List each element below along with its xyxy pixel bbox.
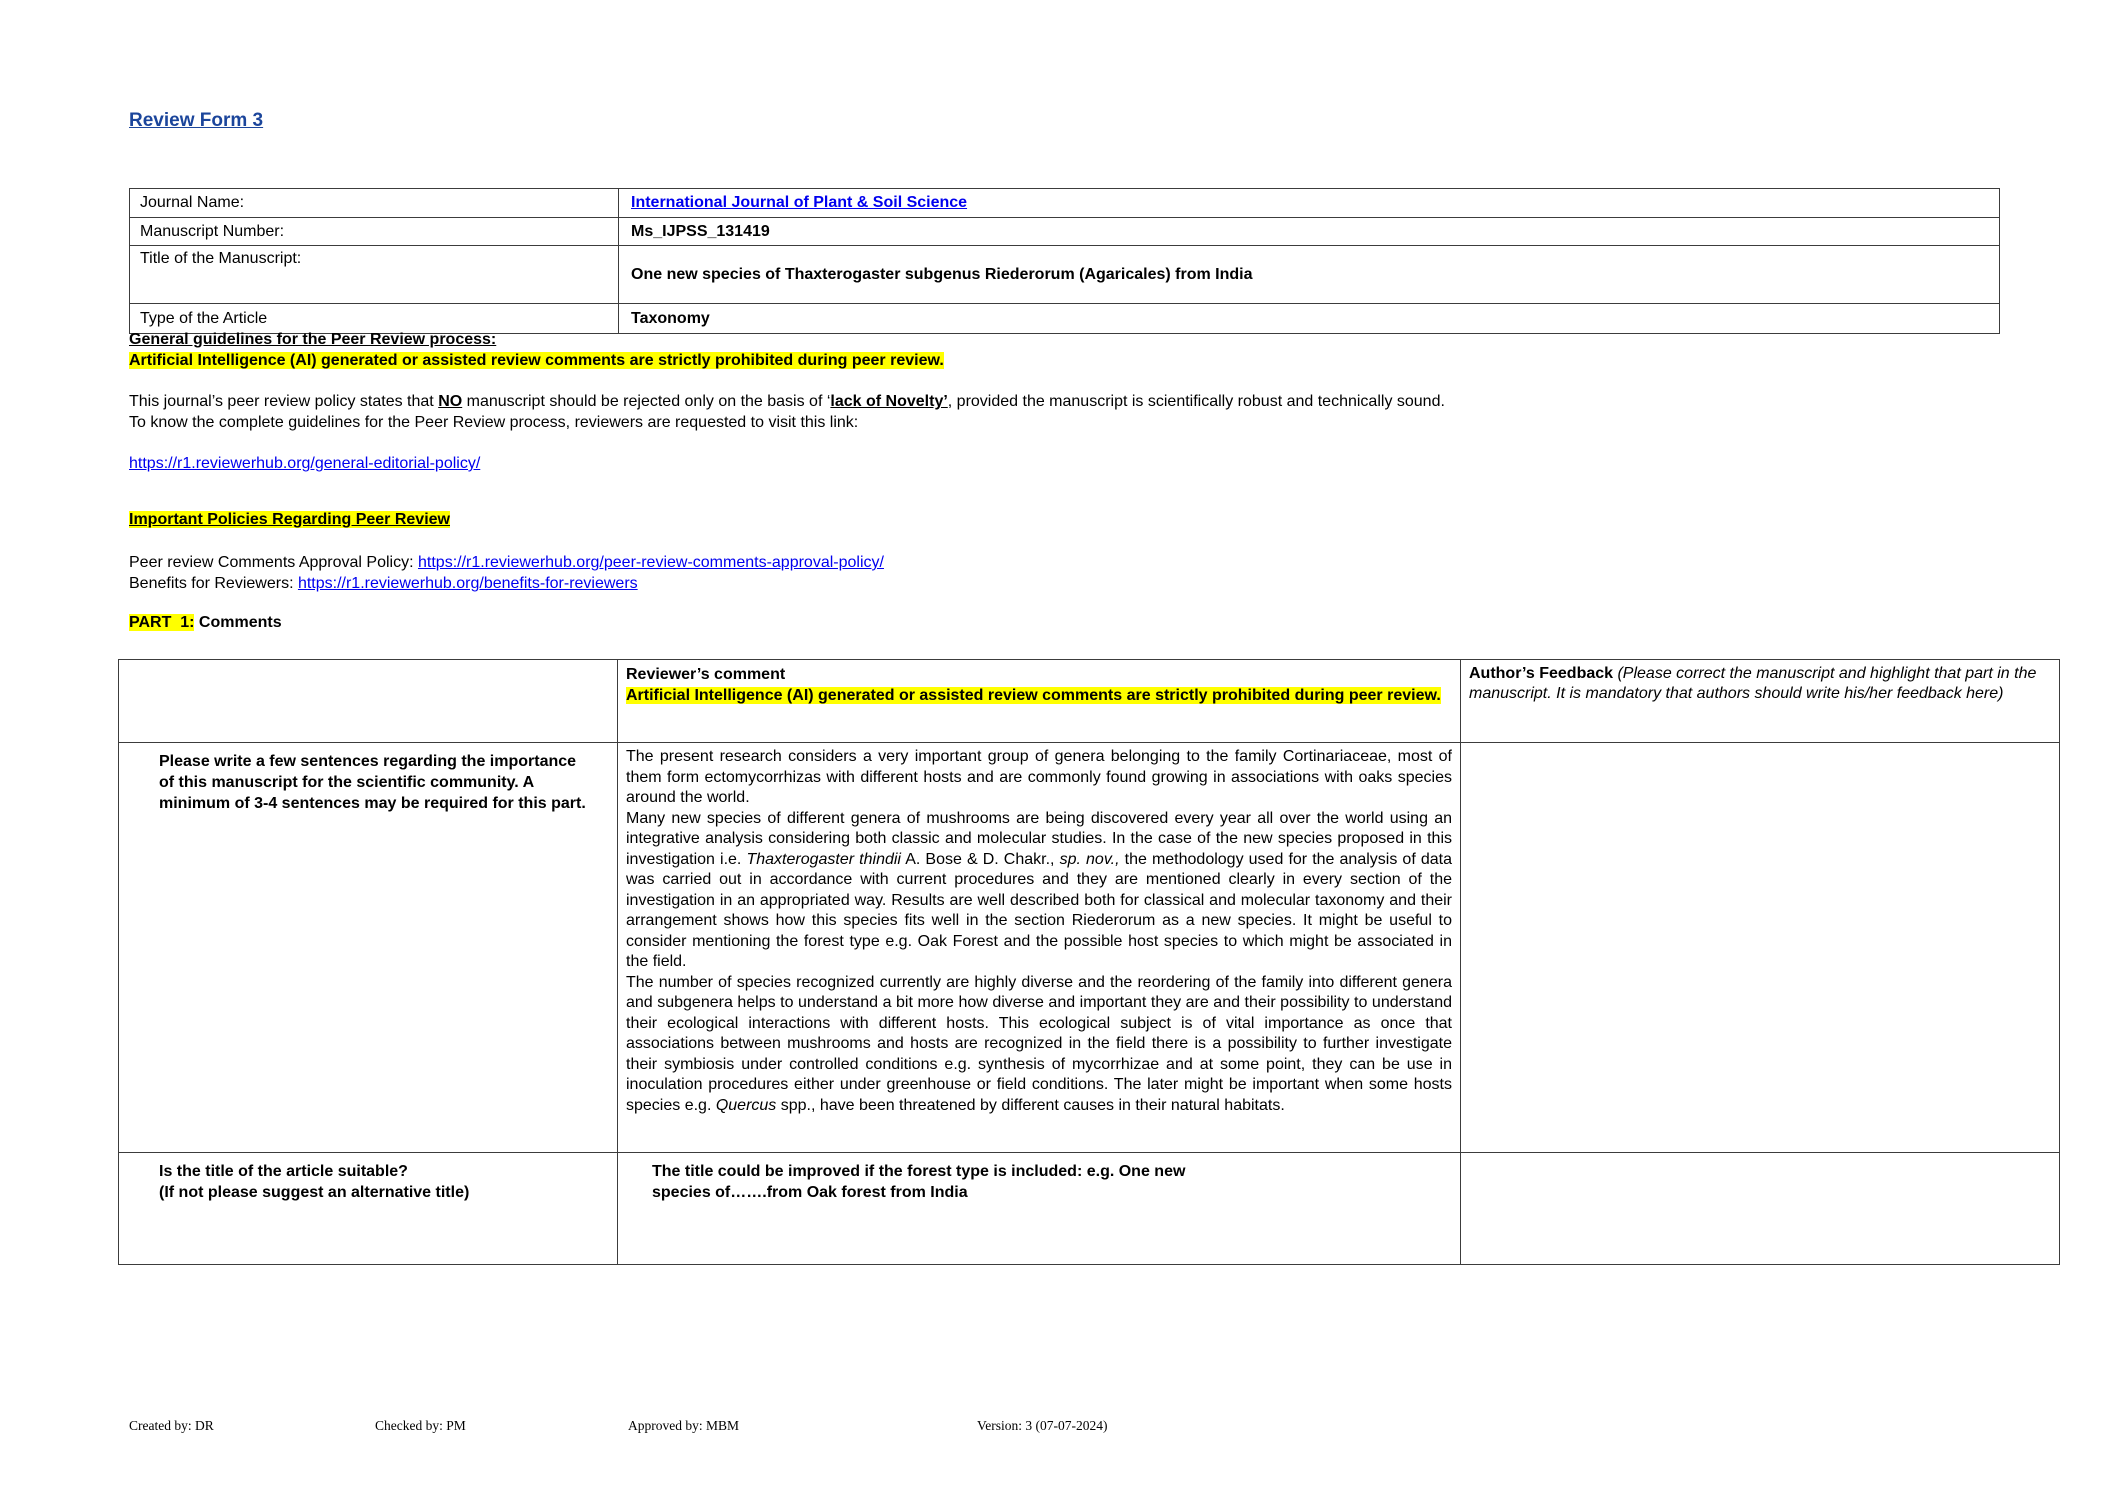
footer-checked-by: Checked by: PM [375,1418,466,1433]
title-comment-cell [618,1153,1461,1265]
visit-link-instruction: To know the complete guidelines for the Peer Review process, reviewers are requested to visit this link: [129,414,859,431]
policy-text: manuscript should be rejected only on the basis of ‘ [462,393,831,410]
author-feedback-cell [1461,743,2060,1153]
table-row [130,246,2000,304]
ai-prohibition-text: Artificial Intelligence (AI) generated or assisted review comments are strictly prohibited during peer review. [129,352,944,369]
author-feedback-header: Author’s Feedback [1469,665,1614,682]
genus-name-italic: Quercus [715,1096,777,1114]
manuscript-number-value: Ms_IJPSS_131419 [619,218,2000,246]
manuscript-number-label: Manuscript Number: [130,218,619,246]
title-question-line2: (If not please suggest an alternative title) [159,1184,470,1201]
author-feedback-cell [1461,1153,2060,1265]
author-feedback-header-cell [1461,660,2060,743]
title-question-cell [119,1153,618,1265]
important-policies-heading-line [129,509,450,530]
comment-text: Many new species of different genera of mushrooms are being discovered every year all over the world using an integrative analysis considering both classic and molecular studies. In the case of the new species proposed in this investigation i.e. [626,809,1452,868]
journal-name-cell [619,189,2000,218]
sp-nov-italic: sp. nov., [1059,850,1120,868]
comment-text: spp., have been threatened by different causes in their natural habitats. [776,1096,1285,1114]
reviewer-comment-header-cell [618,660,1461,743]
policy-text: , provided the manuscript is scientifically robust and technically sound. [947,393,1445,410]
table-row [130,218,2000,246]
comment-paragraph [626,747,1452,809]
comment-paragraph [626,973,1452,1117]
policy-novelty-emphasis: lack of Novelty’ [830,393,948,410]
reviewer-comment-header: Reviewer’s comment [626,666,786,683]
approval-policy-label: Peer review Comments Approval Policy: [129,554,418,571]
part1-label: PART 1: [129,614,195,631]
reviewer-ai-notice: Artificial Intelligence (AI) generated or assisted review comments are strictly prohibited during peer review. [626,687,1441,704]
importance-comment-cell [618,743,1461,1153]
footer-approved-by: Approved by: MBM [628,1418,739,1433]
title-comment: The title could be improved if the forest type is included: e.g. One new species of…….from Oak forest from India [652,1163,1186,1201]
footer-version: Version: 3 (07-07-2024) [977,1418,1108,1433]
comment-text: the methodology used for the analysis of data was carried out in accordance with current procedures and they are mentioned clearly in every section of the investigation in an appropriated way. Results are well described both for classical and molecular taxonomy and their arrangement shows how this species fits well in the section Riederorum as a new species. It might be useful to consider mentioning the forest type e.g. Oak Forest and the possible host species to which might be associated in the field. [626,850,1453,970]
comment-text: The number of species recognized currently are highly diverse and the reordering of the family into different genera and subgenera helps to understand a bit more how diverse and important they are and their possibility to understand their ecological interactions with different hosts. This ecological subject is of vital importance as once that associations between mushrooms and hosts are recognized in the field there is a possibility to further investigate their symbiosis under controlled conditions e.g. synthesis of mycorrhizae and at some point, they can be use in inoculation procedures either under greenhouse or field conditions. The later might be important when some hosts species e.g. [626,973,1452,1114]
article-type-value: Taxonomy [619,304,2000,334]
comments-row-title-suitability [119,1153,2060,1265]
benefits-line [129,573,638,594]
general-policy-link-line [129,453,480,474]
guidelines-heading: General guidelines for the Peer Review process: [129,331,497,348]
general-editorial-policy-link[interactable]: https://r1.reviewerhub.org/general-editorial-policy/ [129,455,481,472]
benefits-label: Benefits for Reviewers: [129,575,298,592]
importance-question: Please write a few sentences regarding the importance of this manuscript for the scientific community. A minimum of 3-4 sentences may be required for this part. [159,753,586,812]
policy-no-emphasis: NO [438,393,463,410]
article-type-label: Type of the Article [130,304,619,334]
ai-prohibition-notice [129,350,944,371]
title-question-line1: Is the title of the article suitable? [159,1163,408,1180]
policy-statement [129,391,2009,412]
journal-name-link[interactable]: International Journal of Plant & Soil Science [631,194,968,211]
manuscript-title-label: Title of the Manuscript: [130,246,619,304]
part1-heading [129,612,282,633]
journal-name-label: Journal Name: [130,189,619,218]
table-row [130,189,2000,218]
manuscript-info-table [129,188,2000,334]
importance-question-cell [119,743,618,1153]
approval-policy-line [129,552,884,573]
comment-paragraph [626,809,1452,973]
important-policies-heading: Important Policies Regarding Peer Review [129,511,450,528]
author-feedback-note: (Please correct the manuscript and highlight that part in the manuscript. It is mandatory that authors should write his/her feedback here) [1469,665,2037,702]
species-name-italic: Thaxterogaster thindii [746,850,901,868]
comment-text: A. Bose & D. Chakr., [900,850,1060,868]
manuscript-title-value: One new species of Thaxterogaster subgenus Riederorum (Agaricales) from India [619,246,2000,304]
page-title: Review Form 3 [129,110,264,131]
policy-text: This journal’s peer review policy states that [129,393,439,410]
part1-rest: Comments [194,614,282,631]
comments-table [118,659,2060,1265]
approval-policy-link[interactable]: https://r1.reviewerhub.org/peer-review-comments-approval-policy/ [418,554,884,571]
comment-text: The present research considers a very important group of genera belonging to the family Cortinariaceae, most of them form ectomycorrhizas with different hosts and are commonly found growing in associations with oaks species around the world. [626,748,1452,806]
comments-header-row [119,660,2060,743]
benefits-link[interactable]: https://r1.reviewerhub.org/benefits-for-reviewers [297,575,638,592]
footer-created-by: Created by: DR [129,1418,214,1433]
header-empty-cell [119,660,618,743]
comments-row-importance [119,743,2060,1153]
reviewer-ai-notice-line [626,685,1452,706]
